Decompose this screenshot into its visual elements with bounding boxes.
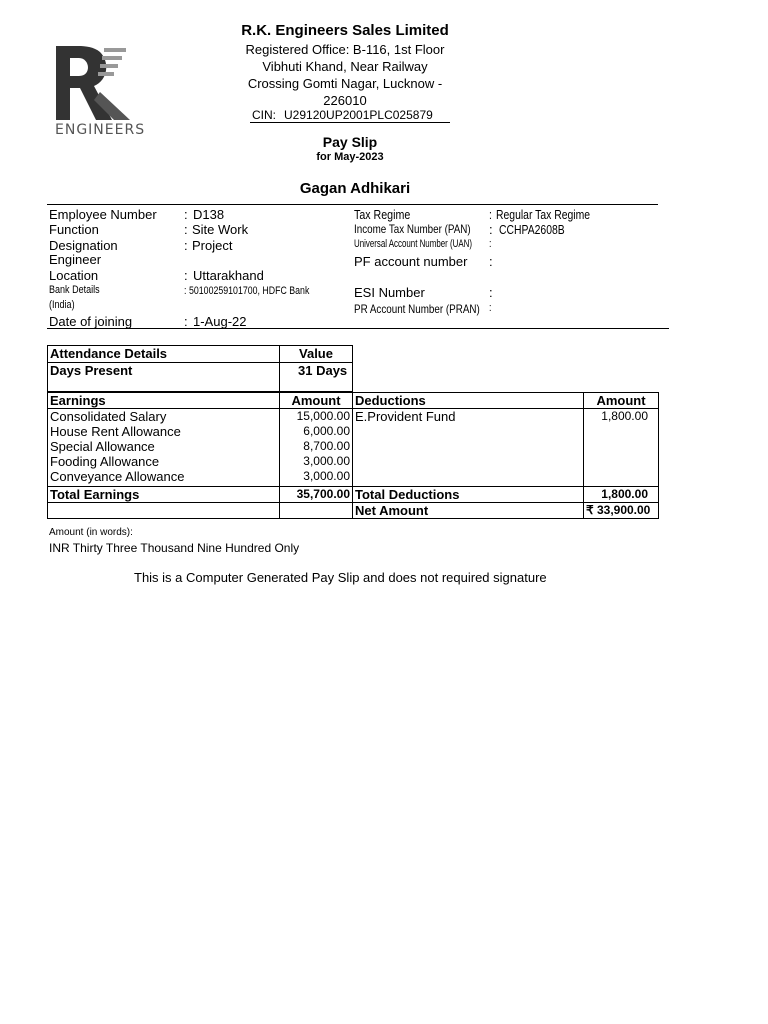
earning-amount: 15,000.00 — [296, 409, 350, 423]
deductions-header: Deductions — [353, 393, 584, 409]
empty-cell — [48, 503, 280, 519]
colon: : — [184, 222, 188, 237]
bank-details-label-cont: (India) — [49, 299, 75, 311]
earning-amount: 3,000.00 — [303, 469, 350, 483]
divider — [47, 204, 658, 205]
attendance-header-label: Attendance Details — [48, 346, 280, 363]
colon: : — [184, 285, 187, 297]
deductions-amount-header: Amount — [584, 393, 659, 409]
location-label: Location — [49, 268, 99, 283]
employee-number-value: D138 — [193, 207, 225, 222]
designation-value-cont: Engineer — [49, 252, 102, 267]
days-present-label: Days Present — [48, 363, 280, 392]
colon: : — [489, 254, 493, 269]
total-earnings-label: Total Earnings — [48, 487, 280, 503]
pran-label: PR Account Number (PRAN) — [354, 302, 480, 316]
attendance-header-value: Value — [280, 346, 353, 363]
earnings-header: Earnings — [48, 393, 280, 409]
address-line: Crossing Gomti Nagar, Lucknow - — [247, 76, 443, 91]
attendance-row — [48, 363, 353, 392]
earning-label: House Rent Allowance — [50, 424, 181, 439]
logo-wordmark: ENGINEERS — [55, 122, 146, 138]
net-amount-value: ₹ 33,900.00 — [584, 503, 659, 519]
location-value: Uttarakhand — [193, 268, 264, 283]
pan-label: Income Tax Number (PAN) — [354, 222, 471, 236]
total-deductions-value: 1,800.00 — [584, 487, 659, 503]
bank-details-value: 50100259101700, HDFC Bank — [189, 285, 310, 297]
colon: : — [184, 238, 188, 253]
amount-in-words-label: Amount (in words): — [49, 527, 133, 538]
total-deductions-label: Total Deductions — [353, 487, 584, 503]
colon: : — [489, 207, 492, 222]
date-of-joining-value: 1-Aug-22 — [193, 314, 247, 329]
pay-slip-title: Pay Slip — [322, 134, 378, 150]
pf-account-label: PF account number — [354, 254, 468, 269]
deduction-label: E.Provident Fund — [355, 409, 456, 424]
earning-amount: 3,000.00 — [303, 454, 350, 468]
employee-name: Gagan Adhikari — [299, 180, 411, 197]
employee-number-label: Employee Number — [49, 207, 157, 222]
esi-number-label: ESI Number — [354, 285, 425, 300]
earnings-deductions-table — [47, 392, 659, 519]
cin-value: U29120UP2001PLC025879 — [284, 108, 433, 122]
earning-label: Conveyance Allowance — [50, 469, 185, 484]
address-line: 226010 — [323, 93, 367, 108]
bank-details-label: Bank Details — [49, 284, 100, 296]
attendance-table — [47, 345, 353, 392]
colon: : — [489, 222, 493, 237]
table-body-row — [48, 409, 659, 487]
function-label: Function — [49, 222, 99, 237]
earning-label: Consolidated Salary — [50, 409, 167, 424]
footer-note: This is a Computer Generated Pay Slip and does not required signature — [134, 570, 547, 585]
earnings-amounts — [280, 409, 353, 487]
days-present-value: 31 Days — [280, 363, 353, 392]
colon: : — [489, 285, 493, 300]
date-of-joining-label: Date of joining — [49, 314, 133, 329]
divider — [47, 328, 669, 329]
net-amount-row — [48, 503, 659, 519]
address-line: Registered Office: B-116, 1st Floor — [245, 42, 445, 57]
earning-label: Fooding Allowance — [50, 454, 160, 469]
empty-cell — [280, 503, 353, 519]
deductions-labels — [353, 409, 584, 487]
tax-regime-label: Tax Regime — [354, 207, 411, 222]
address-line: Vibhuti Khand, Near Railway — [262, 59, 428, 74]
earning-label: Special Allowance — [50, 439, 155, 454]
colon: : — [184, 268, 188, 283]
attendance-header-row — [48, 346, 353, 363]
totals-row — [48, 487, 659, 503]
function-value: Site Work — [192, 222, 249, 237]
colon: : — [489, 238, 492, 250]
total-earnings-value: 35,700.00 — [280, 487, 353, 503]
tax-regime-value: Regular Tax Regime — [496, 207, 591, 222]
earning-amount: 8,700.00 — [303, 439, 350, 453]
net-amount-label: Net Amount — [353, 503, 584, 519]
company-name: R.K. Engineers Sales Limited — [241, 22, 449, 39]
earning-amount: 6,000.00 — [303, 424, 350, 438]
pan-value: CCHPA2608B — [499, 222, 565, 237]
pay-slip-period: for May-2023 — [316, 151, 384, 163]
colon: : — [184, 314, 188, 329]
cin-label: CIN: — [252, 108, 276, 122]
designation-value: Project — [192, 238, 233, 253]
deductions-amounts — [584, 409, 659, 487]
cin-number — [250, 108, 450, 123]
colon: : — [184, 207, 188, 222]
earnings-amount-header: Amount — [280, 393, 353, 409]
designation-label: Designation — [49, 238, 118, 253]
amount-in-words-value: INR Thirty Three Thousand Nine Hundred Only — [49, 541, 300, 555]
colon: : — [489, 302, 492, 314]
deduction-amount: 1,800.00 — [601, 409, 648, 423]
uan-label: Universal Account Number (UAN) — [354, 238, 472, 250]
table-header-row — [48, 393, 659, 409]
earnings-labels — [48, 409, 280, 487]
